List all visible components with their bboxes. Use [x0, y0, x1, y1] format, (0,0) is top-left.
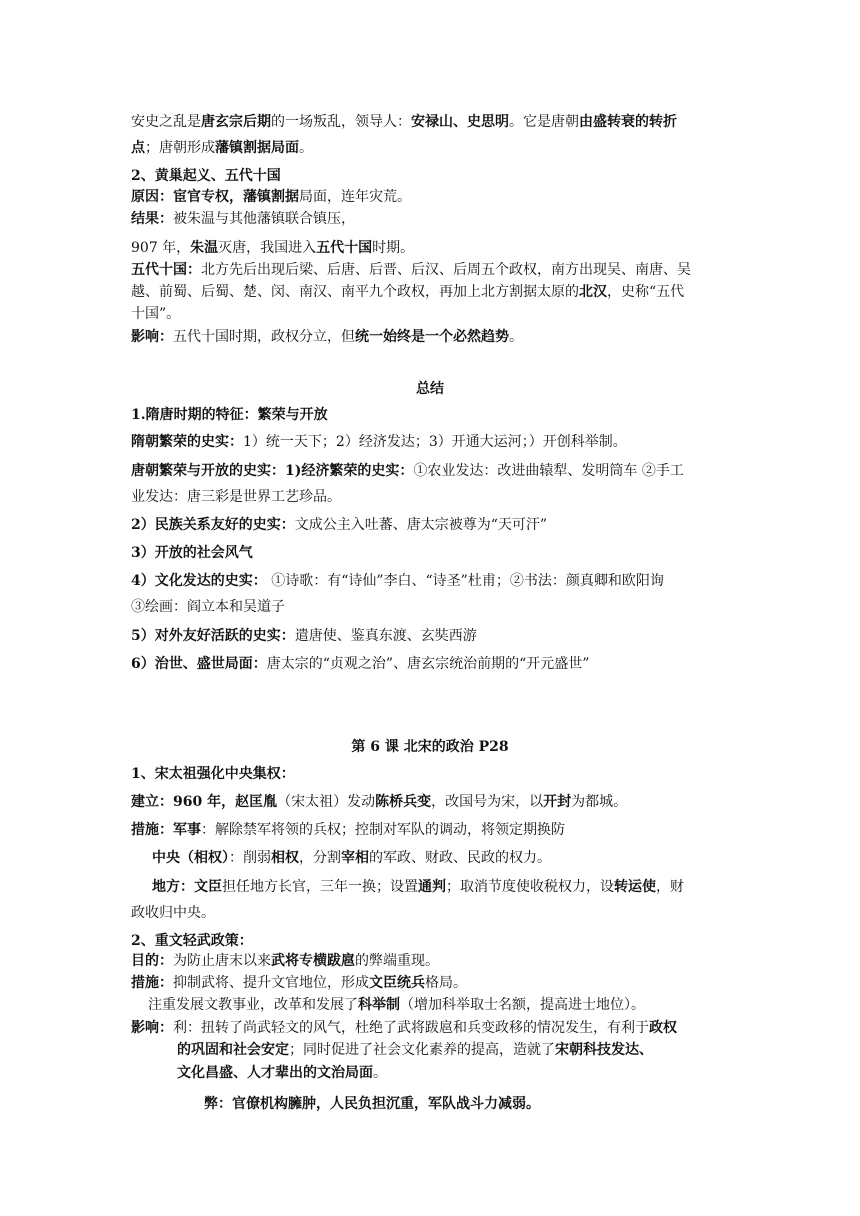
text-segment: 为防止唐末以来	[173, 953, 271, 969]
text-segment: ；同时促进了社会文化素养的提高，造就了	[289, 1042, 555, 1058]
bold-text: 通判	[418, 879, 446, 895]
text-line-l29	[131, 931, 731, 951]
text-segment: 五代十国时期，政权分立，但	[173, 329, 355, 345]
bold-text: 开封	[543, 794, 572, 810]
text-line-l14	[131, 461, 731, 481]
text-segment: 。	[373, 1065, 387, 1081]
bold-text: 北汉	[579, 284, 607, 300]
bold-text: 五代十国	[316, 240, 373, 256]
text-line-l20	[131, 626, 731, 646]
text-segment: 。	[509, 329, 523, 345]
text-line-l31	[131, 973, 731, 993]
bold-text: 点	[131, 140, 145, 156]
text-line-l36	[204, 1094, 804, 1114]
text-segment: 灭唐，我国进入	[218, 240, 317, 256]
bold-text: 隋朝繁荣的史实：	[131, 434, 243, 450]
bold-text: 总结	[416, 381, 444, 397]
text-line-l28	[131, 903, 731, 923]
bold-text: 第 6 课 北宋的政治 P28	[351, 739, 509, 755]
bold-text: 由盛转衰的转折	[579, 114, 677, 130]
text-line-l18	[131, 571, 731, 591]
text-line-l35	[177, 1063, 777, 1083]
bold-text: 藩镇割据局面	[215, 140, 299, 156]
text-segment: 文成公主入吐蕃、唐太宗被尊为“天可汗”	[294, 517, 548, 533]
bold-text: 1、宋太祖强化中央集权：	[131, 766, 295, 782]
text-segment: 。它是唐朝	[509, 114, 579, 130]
text-line-l09	[131, 304, 731, 324]
text-segment: ，史称“五代	[607, 284, 685, 300]
text-line-l07	[131, 260, 731, 280]
bold-text: 政权	[649, 1020, 677, 1036]
text-line-l12	[131, 405, 731, 425]
text-line-l25	[131, 820, 731, 840]
text-line-l17	[131, 543, 731, 563]
bold-text: 2、重文轻武政策：	[131, 933, 253, 949]
bold-text: 5）对外友好活跃的史实：	[131, 628, 295, 644]
text-segment: 政收归中央。	[131, 905, 215, 921]
text-segment: ：解除禁军将领的兵权；控制对军队的调动，将领定期换防	[201, 822, 565, 838]
text-line-l10	[131, 327, 731, 347]
bold-text: 结果：	[131, 211, 173, 227]
text-segment: 越、前蜀、后蜀、楚、闵、南汉、南平九个政权，再加上北方割据太原的	[131, 284, 579, 300]
text-line-l05	[131, 209, 731, 229]
text-line-l27	[152, 877, 752, 897]
bold-text: 文化昌盛、人才辈出的文治局面	[177, 1065, 373, 1081]
text-line-l15	[131, 487, 731, 507]
text-segment: 907 年，	[131, 240, 191, 256]
bold-text: 朱温	[190, 240, 219, 256]
bold-text: 科举制	[358, 997, 400, 1013]
bold-text: 相权	[271, 850, 299, 866]
text-line-l08	[131, 282, 731, 302]
text-segment: （增加科举取士名额，提高进士地位）。	[400, 997, 645, 1013]
text-segment: 的弊端重现。	[355, 953, 439, 969]
text-segment: 抑制武将、提升文官地位，形成	[173, 975, 369, 991]
bold-text: 统一始终是一个必然趋势	[355, 329, 509, 345]
text-segment: 被朱温与其他藩镇联合镇压，	[173, 211, 355, 227]
bold-text: 2、黄巢起义、五代十国	[131, 168, 281, 184]
bold-text: 武将专横跋扈	[271, 953, 355, 969]
text-segment: 十国”。	[131, 306, 181, 322]
text-segment: 遣唐使、鉴真东渡、玄奘西游	[294, 628, 477, 644]
bold-text: 唐朝繁荣与开放的史实：1)经济繁荣的史实：	[131, 463, 414, 479]
text-line-l34	[177, 1040, 777, 1060]
text-segment: 安史之乱是	[131, 114, 201, 130]
text-segment: ，改国号为宋，以	[431, 794, 544, 810]
bold-text: 转运使	[614, 879, 656, 895]
text-segment: ；唐朝形成	[145, 140, 215, 156]
text-segment: 利：	[173, 1020, 201, 1036]
text-line-l22	[0, 737, 860, 757]
text-segment: ①农业发达：改进曲辕犁、发明筒车 ②手工	[413, 463, 684, 479]
bold-text: 原因：宦官专权，藩镇割据	[131, 189, 299, 205]
bold-text: 1.隋唐时期的特征：繁荣与开放	[131, 407, 328, 423]
bold-text: 措施：军事	[131, 822, 201, 838]
bold-text: 影响：	[131, 1020, 173, 1036]
bold-text: 陈桥兵变	[375, 794, 432, 810]
text-segment: ③绘画：阎立本和吴道子	[131, 599, 285, 615]
bold-text: 6）治世、盛世局面：	[131, 656, 267, 672]
bold-text: 建立：960 年，赵匡胤	[131, 794, 278, 810]
text-segment: 扭转了尚武轻文的风气，杜绝了武将跋扈和兵变政移的情况发生，有利于	[201, 1020, 649, 1036]
text-line-l13	[131, 432, 731, 452]
bold-text: 4）文化发达的史实：	[131, 573, 267, 589]
bold-text: 安禄山、史思明	[411, 114, 509, 130]
bold-text: 目的：	[131, 953, 173, 969]
text-line-l03	[131, 166, 731, 186]
text-segment: ，财	[656, 879, 684, 895]
text-segment: 北方先后出现后梁、后唐、后晋、后汉、后周五个政权，南方出现吴、南唐、吴	[201, 262, 691, 278]
text-segment: （宋太祖）发动	[277, 794, 376, 810]
bold-text: 文臣统兵	[369, 975, 425, 991]
bold-text: 影响：	[131, 329, 173, 345]
text-segment: 担任地方长官，三年一换；设置	[222, 879, 418, 895]
text-segment: ；取消节度使收税权力，设	[446, 879, 614, 895]
bold-text: 中央（相权）	[152, 850, 229, 866]
text-segment: 。	[299, 140, 313, 156]
text-segment: 注重发展文教事业，改革和发展了	[148, 997, 358, 1013]
text-line-l26	[152, 848, 752, 868]
bold-text: 宰相	[341, 850, 369, 866]
text-segment: 的一场叛乱，领导人：	[271, 114, 411, 130]
text-segment: 唐太宗的“贞观之治”、唐玄宗统治前期的“开元盛世”	[266, 656, 590, 672]
text-segment: 业发达：唐三彩是世界工艺珍品。	[131, 489, 341, 505]
bold-text: 五代十国：	[131, 262, 201, 278]
text-line-l19	[131, 597, 731, 617]
bold-text: 唐玄宗后期	[201, 114, 271, 130]
bold-text: 3）开放的社会风气	[131, 545, 253, 561]
text-line-l02	[131, 138, 731, 158]
text-line-l06	[131, 238, 731, 258]
bold-text: 宋朝科技发达、	[555, 1042, 653, 1058]
text-segment: 1）统一天下；2）经济发达；3）开通大运河；）开创科举制。	[243, 434, 627, 450]
bold-text: 地方：文臣	[152, 879, 222, 895]
text-line-l30	[131, 951, 731, 971]
text-line-l24	[131, 792, 731, 812]
text-segment: 局面，连年灾荒。	[299, 189, 411, 205]
text-line-l23	[131, 764, 731, 784]
text-segment: 格局。	[425, 975, 467, 991]
text-line-l16	[131, 515, 731, 535]
text-segment: 为都城。	[571, 794, 628, 810]
bold-text: 弊：官僚机构臃肿，人民负担沉重，军队战斗力减弱。	[204, 1096, 540, 1112]
text-segment: ①诗歌：有“诗仙”李白、“诗圣”杜甫；②书法：颜真卿和欧阳询	[266, 573, 664, 589]
text-segment: 的军政、财政、民政的权力。	[369, 850, 551, 866]
text-line-l11	[0, 379, 860, 399]
text-segment: ，分割	[299, 850, 341, 866]
text-line-l01	[131, 112, 731, 132]
bold-text: 2）民族关系友好的史实：	[131, 517, 295, 533]
bold-text: 的巩固和社会安定	[177, 1042, 289, 1058]
text-line-l21	[131, 654, 731, 674]
text-segment: ：削弱	[229, 850, 271, 866]
text-line-l04	[131, 187, 731, 207]
bold-text: 措施：	[131, 975, 173, 991]
text-line-l33	[131, 1018, 731, 1038]
text-segment: 时期。	[372, 240, 415, 256]
text-line-l32	[148, 995, 748, 1015]
